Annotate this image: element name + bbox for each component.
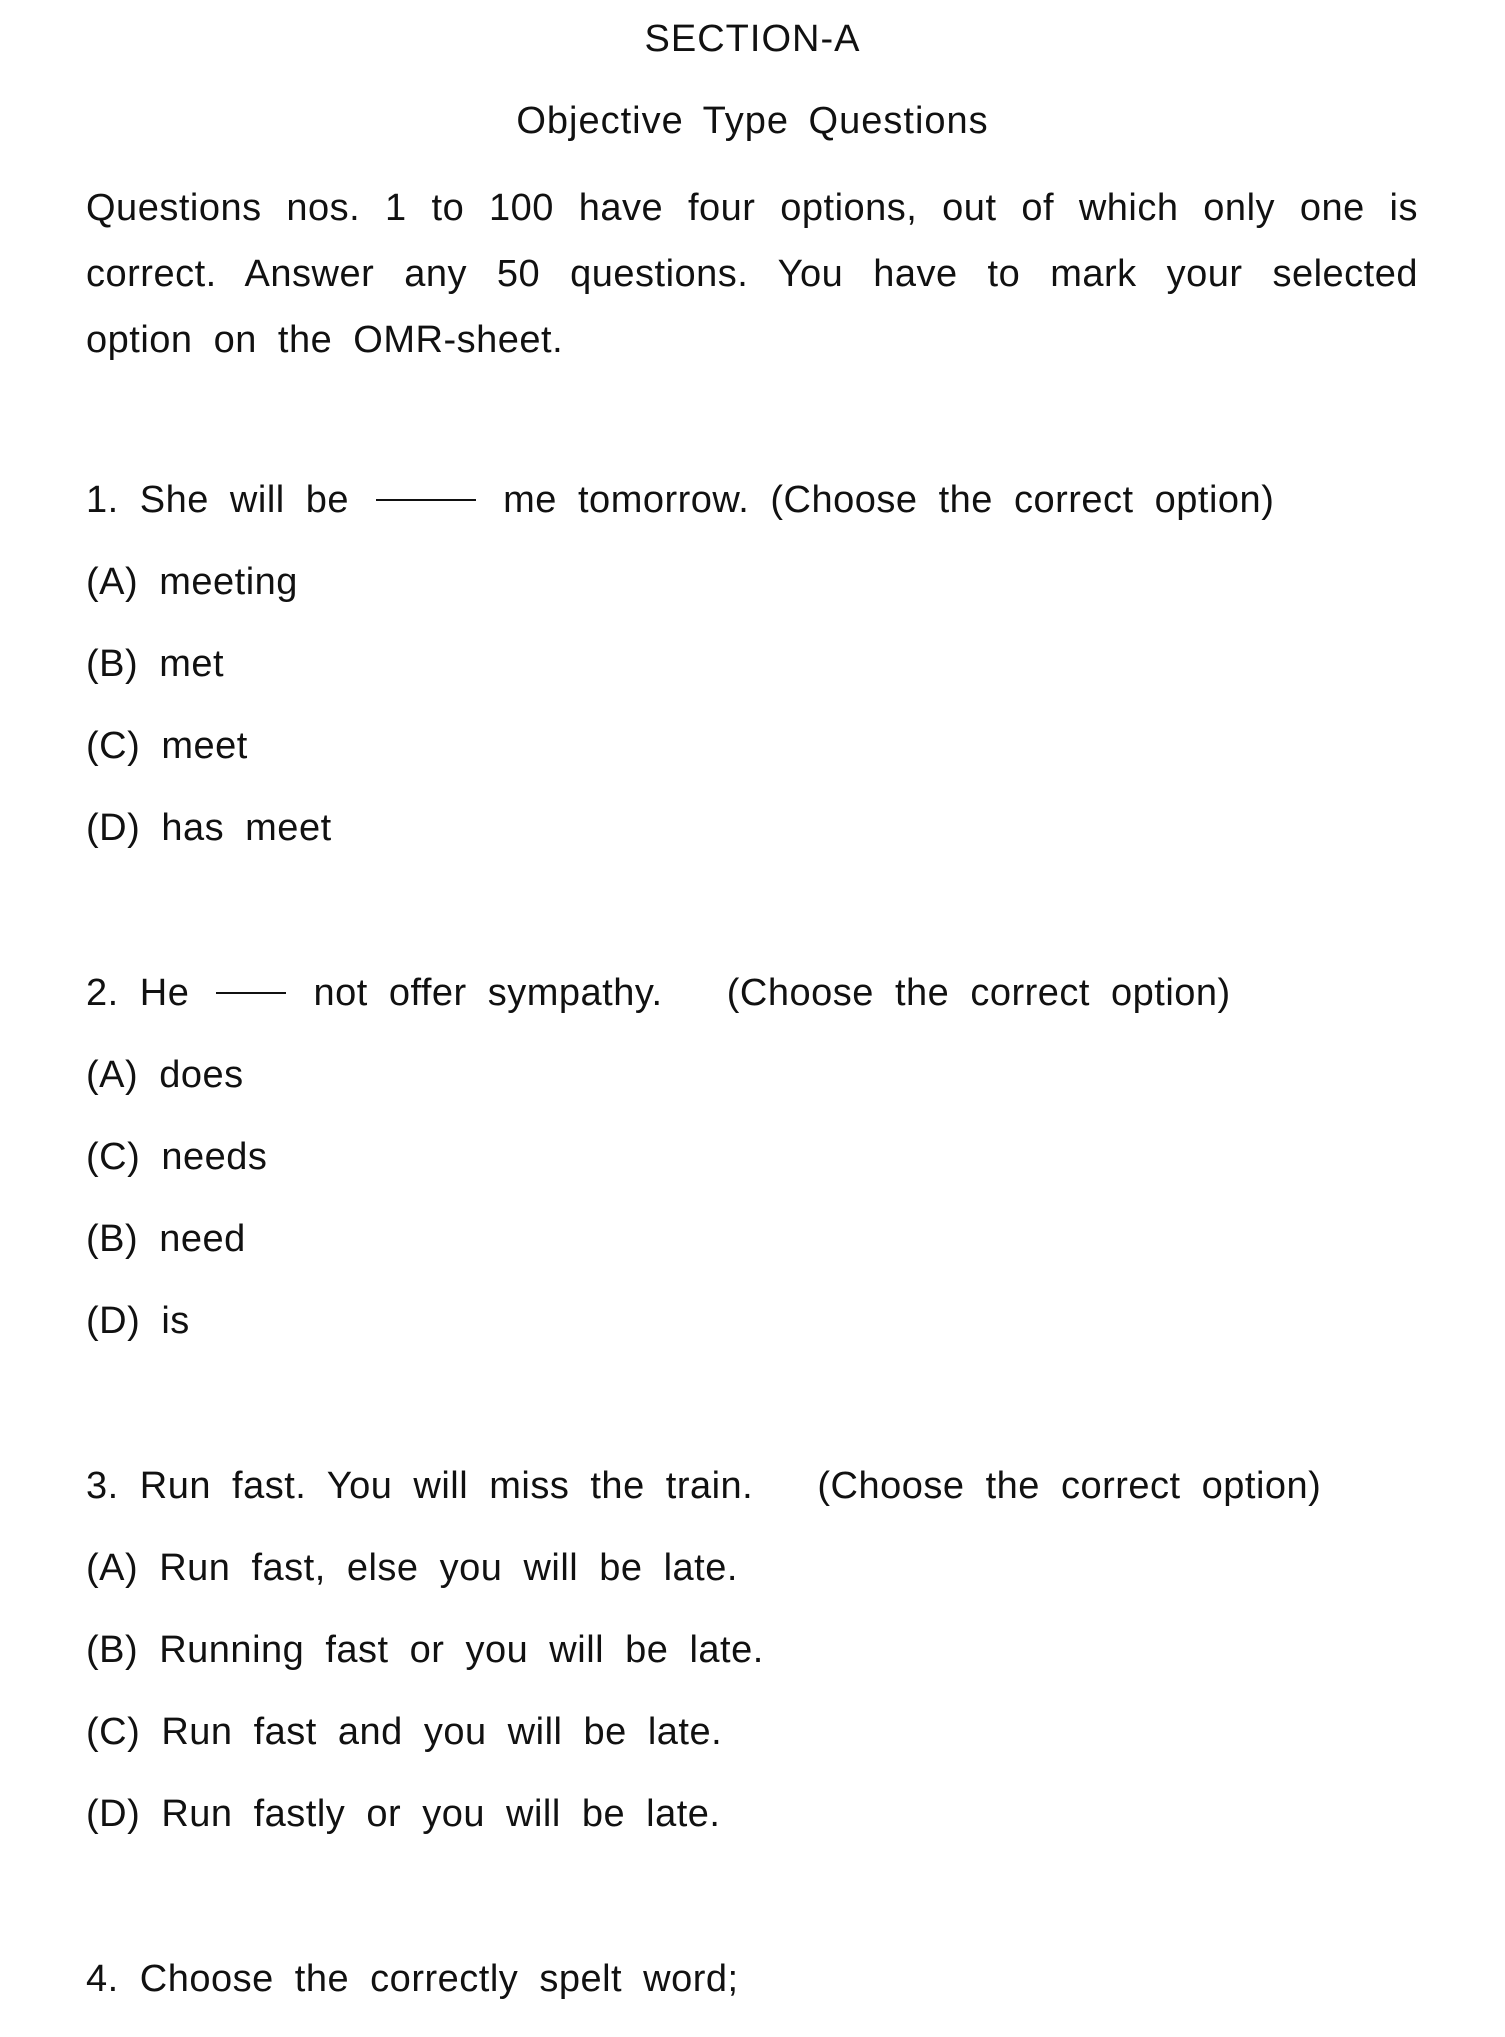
answer-blank bbox=[216, 992, 286, 994]
question-number: 2. bbox=[86, 972, 119, 1014]
option-b bbox=[86, 1626, 1466, 1708]
option-text: needs bbox=[161, 1136, 268, 1178]
question-number: 1. bbox=[86, 479, 119, 521]
question-prompt: (Choose the correct option) bbox=[770, 479, 1275, 521]
question-3 bbox=[86, 1462, 1466, 1872]
option-text: need bbox=[159, 1218, 246, 1260]
answer-blank bbox=[376, 499, 476, 501]
option-text: Run fast, else you will be late. bbox=[159, 1547, 738, 1589]
question-4-stem bbox=[86, 1955, 1466, 2037]
option-a bbox=[86, 1051, 1466, 1133]
option-d bbox=[86, 1297, 1466, 1379]
question-number: 3. bbox=[86, 1465, 119, 1507]
option-a bbox=[86, 558, 1466, 640]
option-label: (B) bbox=[86, 1629, 139, 1671]
option-label: (D) bbox=[86, 807, 141, 849]
option-text: met bbox=[159, 643, 225, 685]
option-a bbox=[86, 1544, 1466, 1626]
question-text: Run fast. You will miss the train. bbox=[139, 1465, 754, 1507]
option-c bbox=[86, 722, 1466, 804]
option-text: is bbox=[161, 1300, 190, 1342]
option-text: meeting bbox=[159, 561, 298, 603]
option-label: (C) bbox=[86, 1136, 141, 1178]
option-label: (C) bbox=[86, 1711, 141, 1753]
question-text: Choose the correctly spelt word; bbox=[139, 1958, 739, 2000]
option-text: meet bbox=[161, 725, 248, 767]
option-label: (B) bbox=[86, 1218, 139, 1260]
question-text-after-blank: me tomorrow. bbox=[503, 479, 750, 521]
option-b bbox=[86, 1215, 1466, 1297]
question-4 bbox=[86, 1955, 1466, 2037]
option-d bbox=[86, 1790, 1466, 1872]
option-text: Run fastly or you will be late. bbox=[161, 1793, 721, 1835]
option-c bbox=[86, 1708, 1466, 1790]
question-2-stem bbox=[86, 969, 1466, 1051]
option-label: (D) bbox=[86, 1793, 141, 1835]
question-1 bbox=[86, 476, 1466, 886]
option-d bbox=[86, 804, 1466, 886]
question-2 bbox=[86, 969, 1466, 1379]
option-label: (B) bbox=[86, 643, 139, 685]
option-text: has meet bbox=[161, 807, 332, 849]
question-text-before-blank: He bbox=[139, 972, 190, 1014]
question-prompt: (Choose the correct option) bbox=[726, 972, 1231, 1014]
question-number: 4. bbox=[86, 1958, 119, 2000]
option-text: does bbox=[159, 1054, 244, 1096]
section-subtitle: Objective Type Questions bbox=[516, 100, 989, 142]
option-text: Running fast or you will be late. bbox=[159, 1629, 764, 1671]
section-title: SECTION-A bbox=[644, 18, 861, 60]
question-text-after-blank: not offer sympathy. bbox=[313, 972, 663, 1014]
question-1-stem bbox=[86, 476, 1466, 558]
question-prompt: (Choose the correct option) bbox=[817, 1465, 1322, 1507]
option-b bbox=[86, 640, 1466, 722]
option-text: Run fast and you will be late. bbox=[161, 1711, 723, 1753]
option-label: (A) bbox=[86, 1547, 139, 1589]
option-label: (D) bbox=[86, 1300, 141, 1342]
option-c bbox=[86, 1133, 1466, 1215]
instructions-paragraph: Questions nos. 1 to 100 have four options, out of which only one is correct. Answer any 50 questions. You have to mark your selected option on the OMR-sheet. bbox=[86, 187, 1418, 361]
option-label: (A) bbox=[86, 561, 139, 603]
question-3-stem bbox=[86, 1462, 1466, 1544]
option-label: (C) bbox=[86, 725, 141, 767]
option-label: (A) bbox=[86, 1054, 139, 1096]
question-text-before-blank: She will be bbox=[139, 479, 350, 521]
